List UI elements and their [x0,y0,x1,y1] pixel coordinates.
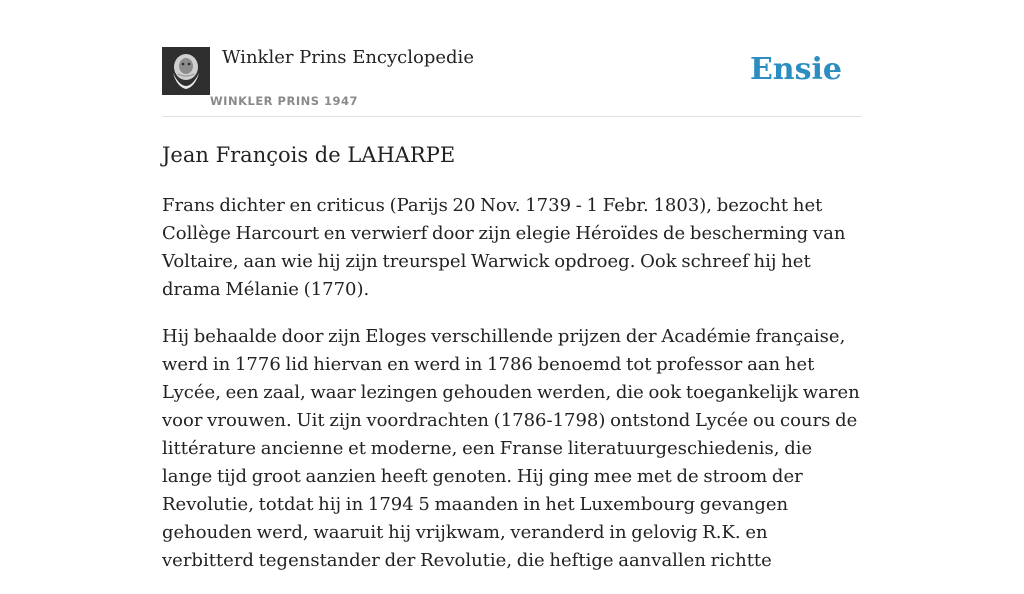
bearded-man-portrait-icon [162,47,210,95]
source-title-link[interactable]: Winkler Prins Encyclopedie [222,47,474,68]
source-edition-label: WINKLER PRINS 1947 [210,94,359,108]
author-avatar[interactable] [162,47,210,95]
article-body [162,192,862,594]
article-paragraph: Frans dichter en criticus (Parijs 20 Nov. 1739 - 1 Febr. 1803), bezocht het Collège Harcourt en verwierf door zijn elegie Héroïdes de bescherming van Voltaire, aan wie hij zijn treurspel Warwick opdroeg. Ook schreef hij het drama Mélanie (1770). [162,195,846,300]
page-container [162,0,862,571]
site-header [162,0,862,117]
ensie-logo[interactable]: Ensie [749,52,842,87]
article-paragraph: Hij behaalde door zijn Eloges verschillende prijzen der Académie française, werd in 1776 lid hiervan en werd in 1786 benoemd tot professor aan het Lycée, een zaal, waar lezingen gehouden werden, die ook toegankelijk waren voor vrouwen. Uit zijn voordrachten (1786-1798) ontstond Lycée ou cours de littérature ancienne et moderne, een Franse literatuurgeschiedenis, die lange tijd groot aanzien heeft genoten. Hij ging mee met de stroom der Revolutie, totdat hij in 1794 5 maanden in het Luxembourg gevangen gehouden werd, waaruit hij vrijkwam, veranderd in gelovig R.K. en verbitterd tegenstander der Revolutie, die heftige aanvallen richtte [162,326,860,571]
page-title: Jean François de LAHARPE [162,143,456,167]
